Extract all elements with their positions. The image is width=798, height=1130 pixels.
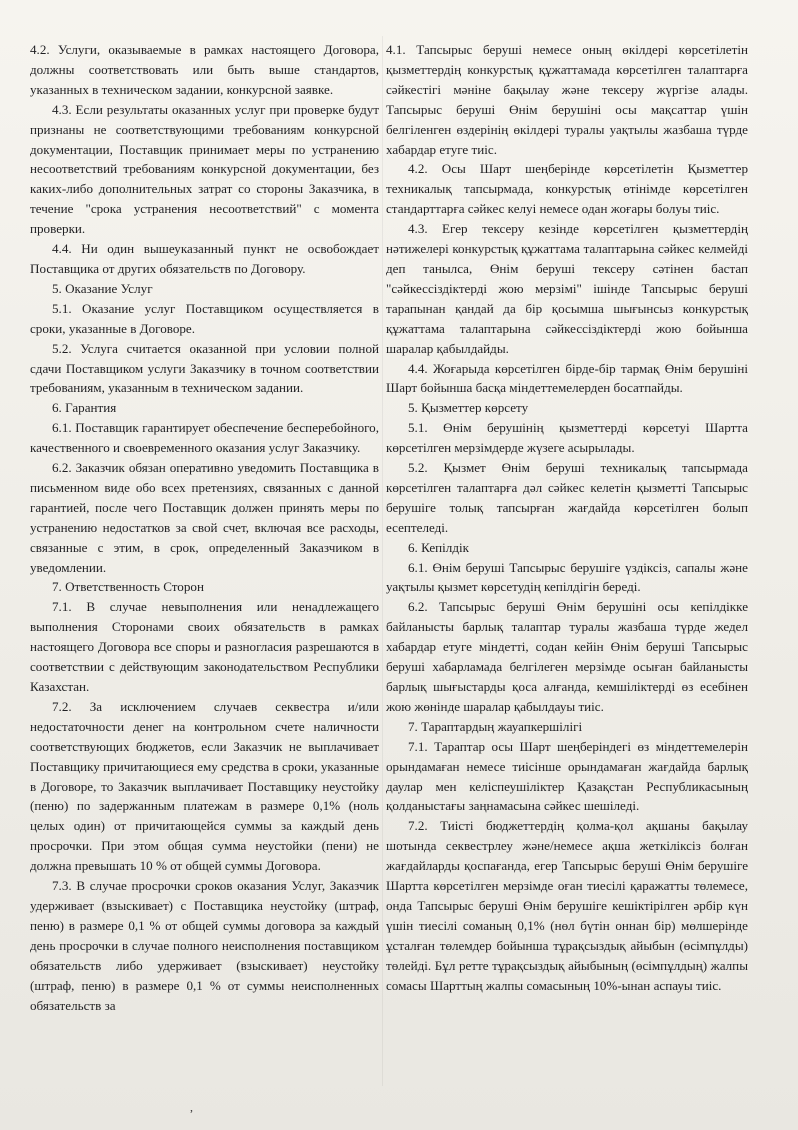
- section-heading: 6. Гарантия: [52, 400, 117, 416]
- paragraph: 6.2. Тапсырыс беруші Өнім берушіні осы кепілдікке байланысты барлық талаптар туралы жазбаша түрде жедел хабардар етуге міндетті, содан кейін Өнім беруші Тапсырыс беруші хабарламада белгілеген мерзімде осыған байланысты барлық шығыстарды қоса алғанда, кемшіліктерді өз есебінен жою жөнінде шаралар қабылдауы тиіс.: [386, 599, 748, 714]
- paragraph: 5.2. Қызмет Өнім беруші техникалық тапсырмада көрсетілген талаптарға дәл сәйкес келетін қызметті Тапсырыс берушіге толық тапсырған жағдайда көрсетілген болып есептеледі.: [386, 460, 748, 535]
- paragraph: 7.2. За исключением случаев секвестра и/или недостаточности денег на контрольном счете наличности соответствующих бюджетов, если Заказчик не выплачивает Поставщику причитающиеся ему средства в сроки, указанные в Договоре, то Заказчик выплачивает Поставщику неустойку (пеню) по задержанным платежам в размере 0,1% (ноль целых один) от причитающейся суммы за каждый день просрочки. При этом общая сумма неустойки (пени) не должна превышать 10 % от общей суммы Договора.: [30, 698, 379, 874]
- paragraph: 4.4. Ни один вышеуказанный пункт не освобождает Поставщика от других обязательств по Договору.: [30, 241, 379, 276]
- paragraph: 4.1. Тапсырыс беруші немесе оның өкілдері көрсетілетін қызметтердің конкурстық құжаттамада көрсетілген талаптарға сәйкестігі мәніне бақылау және тексеру жүргізе алады. Тапсырыс беруші Өнім берушіні осы мақсаттар үшін белгіленген өздерінің өкілдері туралы уақтылы жазбаша түрде хабардар етуге тиіс.: [386, 42, 748, 157]
- paragraph: 5.1. Оказание услуг Поставщиком осуществляется в сроки, указанные в Договоре.: [30, 300, 379, 336]
- paragraph: 7.1. Тараптар осы Шарт шеңберіндегі өз міндеттемелерін орындамаған немесе тиісінше орындамаған жағдайда барлық даулар мен келіспеушіліктер Қазақстан Республикасының қолданыстағы заңнамасына сәйкес шешіледі.: [386, 738, 748, 814]
- paragraph: 4.3. Если результаты оказанных услуг при проверке будут признаны не соответствующими требованиям конкурсной документации, Поставщик принимает меры по устранению несоответствий требованиям конкурсной документации, без каких-либо дополнительных затрат со стороны Заказчика, в течение "срока устранения несоответствий" с момента проверки.: [30, 101, 379, 237]
- paragraph: 4.3. Егер тексеру кезінде көрсетілген қызметтердің нәтижелері конкурстық құжаттама талаптарына сәйкес келмейді деп танылса, Өнім беруші тексеру сәтінен бастап "сәйкессіздіктерді жою мерзімі" ішінде Тапсырыс беруші тарапынан қандай да бір қосымша шығынсыз конкурстық құжаттама талаптарына сәйкессіздіктерді жою бойынша шаралар қабылдайды.: [386, 221, 748, 356]
- left-column-russian: [30, 40, 379, 1015]
- paragraph: 7.1. В случае невыполнения или ненадлежащего выполнения Сторонами своих обязательств в рамках настоящего Договора все споры и разногласия разрешаются в соответствии с действующим законодательством Республики Казахстан.: [30, 599, 379, 694]
- paragraph: 4.4. Жоғарыда көрсетілген бірде-бір тармақ Өнім берушіні Шарт бойынша басқа міндеттемелерден босатпайды.: [386, 360, 748, 396]
- section-heading: 5. Оказание Услуг: [52, 280, 153, 296]
- section-heading: 7. Тараптардың жауапкершілігі: [408, 718, 583, 734]
- right-column-kazakh: [386, 40, 748, 996]
- section-heading: 7. Ответственность Сторон: [52, 579, 204, 595]
- stray-mark: ,: [190, 1100, 193, 1114]
- paragraph: 7.3. В случае просрочки сроков оказания Услуг, Заказчик удерживает (взыскивает) с Поставщика неустойку (штраф, пеню) в размере 0,1 % от общей суммы договора за каждый день просрочки в случае полного неисполнения поставщиком обязательств либо удерживает (взыскивает) неустойку (штраф, пеню) в размере 0,1 % от суммы неисполненных обязательств за: [30, 878, 379, 1013]
- paragraph: 4.2. Осы Шарт шеңберінде көрсетілетін Қызметтер техникалық тапсырмада, конкурстық өтінімде көрсетілген стандарттарға сәйкес келуі немесе одан жоғары болуы тиіс.: [386, 161, 748, 217]
- column-gap: [382, 36, 383, 1086]
- paragraph: 6.1. Өнім беруші Тапсырыс берушіге үздіксіз, сапалы және уақтылы қызмет көрсетудің кепілдігін береді.: [386, 559, 748, 595]
- paragraph: 4.2. Услуги, оказываемые в рамках настоящего Договора, должны соответствовать или быть выше стандартов, указанных в техническом задании, конкурсной заявке.: [30, 42, 379, 97]
- paragraph: 7.2. Тиісті бюджеттердің қолма-қол ақшаны бақылау шотында секвестрлеу және/немесе ақша жеткіліксіз болған жағдайларды қоспағанда, егер Тапсырыс беруші Өнім берушіге Шартта көрсетілген мерзімде оған тиесілі қаражатты төлемесе, онда Тапсырыс беруші Өнім берушіге кешіктірілген әрбір күн үшін тиесілі соманың 0,1% (нөл бүтін оннан бір) мөлшерінде ұсталған төлемдер бойынша тұрақсыздық айыбын (өсімпұлды) төлейді. Бұл ретте тұрақсыздық айыбының (өсімпұлдың) жалпы сомасы Шарттың жалпы сомасының 10%-ынан аспауы тиіс.: [386, 818, 748, 993]
- paragraph: 5.1. Өнім берушінің қызметтерді көрсетуі Шартта көрсетілген мерзімдерде жүзеге асырылады.: [386, 420, 748, 456]
- section-heading: 5. Қызметтер көрсету: [408, 400, 529, 416]
- paragraph: 6.1. Поставщик гарантирует обеспечение бесперебойного, качественного и своевременного оказания услуг Заказчику.: [30, 420, 379, 456]
- section-heading: 6. Кепілдік: [408, 539, 469, 555]
- paragraph: 6.2. Заказчик обязан оперативно уведомить Поставщика в письменном виде обо всех претензиях, связанных с данной гарантией, после чего Поставщик должен принять меры по устранению недостатков за свой счет, включая все расходы, связанные с этим, в срок, определенный Заказчиком в уведомлении.: [30, 460, 379, 575]
- paragraph: 5.2. Услуга считается оказанной при условии полной сдачи Поставщиком услуги Заказчику в точном соответствии требованиям, указанным в техническом задании.: [30, 340, 379, 396]
